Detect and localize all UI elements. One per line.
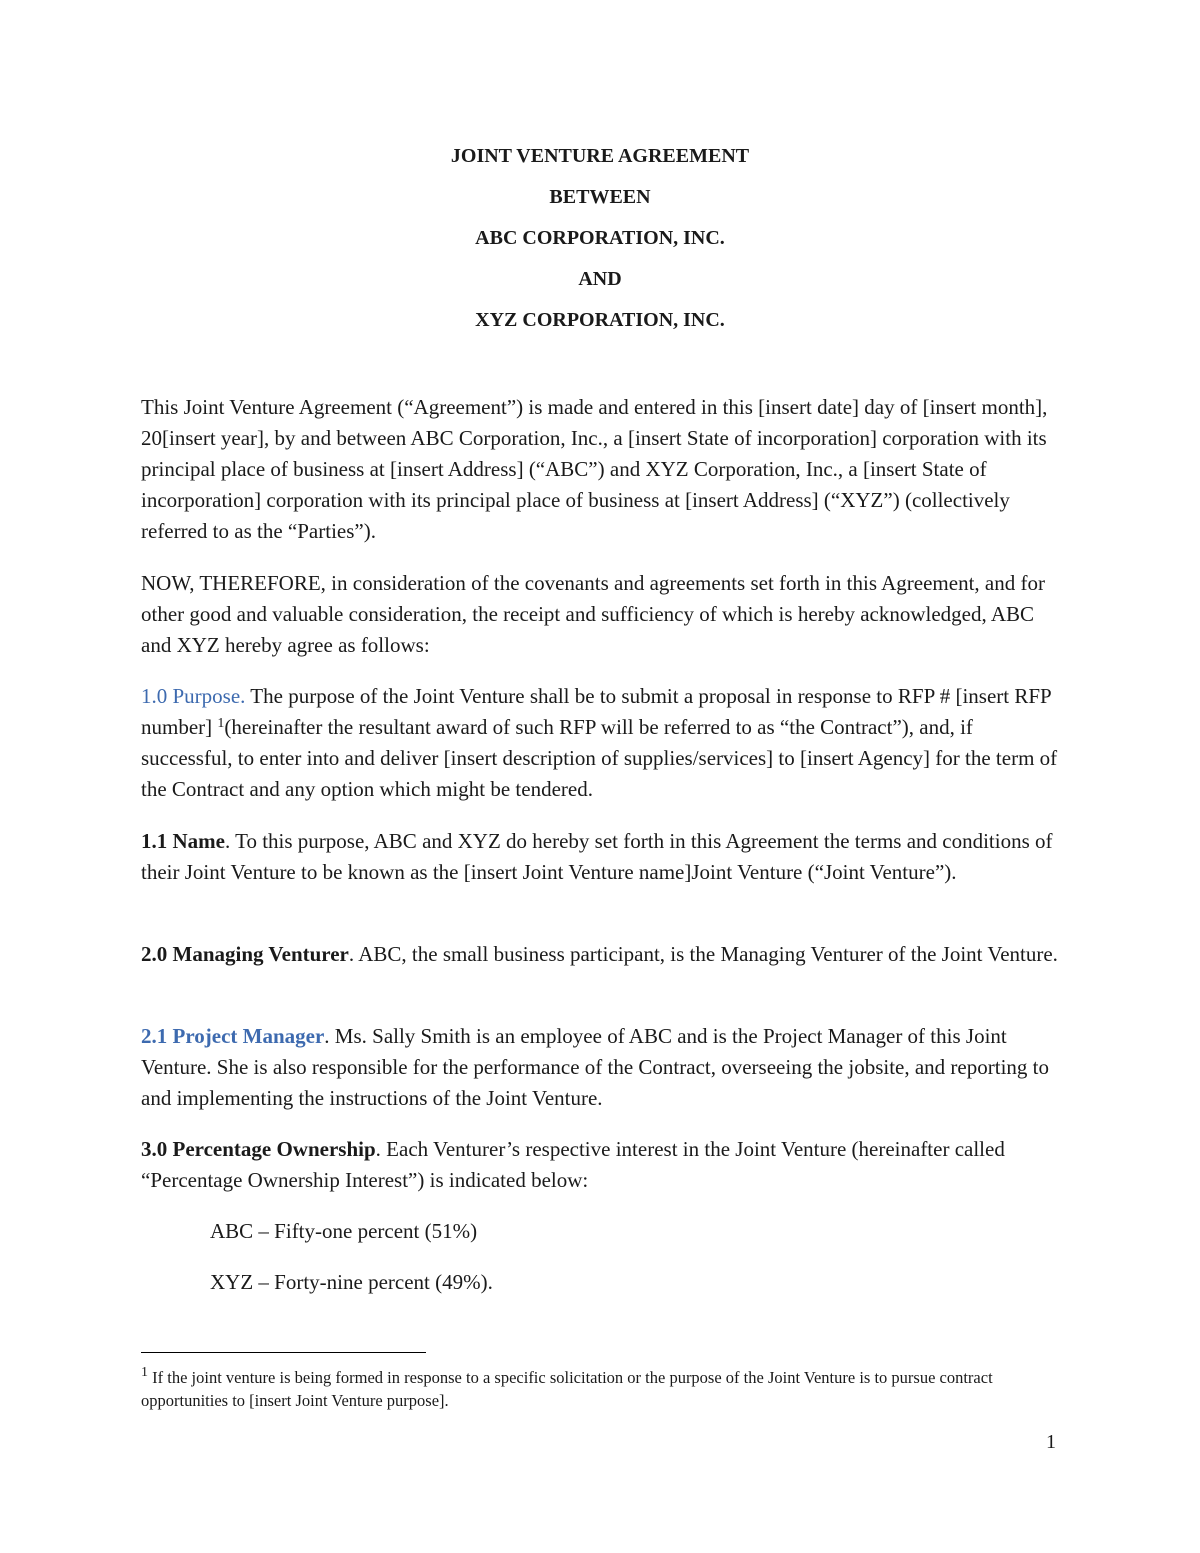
title-line: ABC CORPORATION, INC. xyxy=(475,227,725,249)
ownership-item-xyz: XYZ – Forty-nine percent (49%). xyxy=(210,1270,493,1294)
section-percentage-ownership xyxy=(141,1134,1066,1196)
section-heading: 1.0 Purpose. xyxy=(141,684,246,708)
section-project-manager xyxy=(141,1021,1066,1114)
title-line: AND xyxy=(578,268,622,290)
section-heading: 3.0 Percentage Ownership xyxy=(141,1137,376,1161)
title-line: BETWEEN xyxy=(549,186,651,208)
intro-paragraph xyxy=(141,392,1066,547)
section-purpose xyxy=(141,681,1066,805)
page-number: 1 xyxy=(1046,1431,1056,1453)
section-heading: 2.1 Project Manager xyxy=(141,1024,325,1048)
footnote-number: 1 xyxy=(141,1365,148,1380)
document-title xyxy=(0,142,1200,347)
section-text: . To this purpose, ABC and XYZ do hereby set forth in this Agreement the terms and conditions of their Joint Venture to be known as the [insert Joint Venture name]Joint Venture (“Joint Venture”). xyxy=(141,829,1053,884)
footnote-text: If the joint venture is being formed in response to a specific solicitation or the purpose of the Joint Venture is to pursue contract opportunities to [insert Joint Venture purpose]. xyxy=(141,1368,993,1410)
section-managing-venturer xyxy=(141,939,1066,970)
title-line: XYZ CORPORATION, INC. xyxy=(475,309,725,331)
section-text: (hereinafter the resultant award of such RFP will be referred to as “the Contract”), and, if successful, to enter into and deliver [insert description of supplies/services] to [insert Agency] for the term of the Contract and any option which might be tendered. xyxy=(141,715,1058,801)
ownership-item-abc: ABC – Fifty-one percent (51%) xyxy=(210,1219,478,1243)
recital-text: NOW, THEREFORE, in consideration of the covenants and agreements set forth in this Agreement, and for other good and valuable consideration, the receipt and sufficiency of which is hereby acknowledged, ABC and XYZ hereby agree as follows: xyxy=(141,571,1045,657)
footnote-separator xyxy=(141,1352,426,1353)
section-text: The purpose of the Joint Venture shall be to submit a proposal in response to RFP # [insert RFP number] xyxy=(141,684,1051,739)
intro-text: This Joint Venture Agreement (“Agreement”) is made and entered in this [insert date] day of [insert month], 20[insert year], by and between ABC Corporation, Inc., a [insert State of incorporation] corporation with its principal place of business at [insert Address] (“ABC”) and XYZ Corporation, Inc., a [insert State of incorporation] corporation with its principal place of business at [insert Address] (“XYZ”) (collectively referred to as the “Parties”). xyxy=(141,395,1048,543)
footnote xyxy=(141,1366,1076,1412)
section-text: . Each Venturer’s respective interest in the Joint Venture (hereinafter called “Percentage Ownership Interest”) is indicated below: xyxy=(141,1137,1005,1192)
footnote-reference[interactable]: 1 xyxy=(217,716,225,731)
section-name xyxy=(141,826,1066,888)
recital-paragraph xyxy=(141,568,1066,661)
section-heading: 2.0 Managing Venturer xyxy=(141,942,349,966)
title-line: JOINT VENTURE AGREEMENT xyxy=(450,145,750,167)
section-text: . Ms. Sally Smith is an employee of ABC and is the Project Manager of this Joint Venture. She is also responsible for the performance of the Contract, overseeing the jobsite, and reporting to and implementing the instructions of the Joint Venture. xyxy=(141,1024,1049,1110)
section-text: . ABC, the small business participant, is the Managing Venturer of the Joint Venture. xyxy=(348,942,1058,966)
section-heading: 1.1 Name xyxy=(141,829,225,853)
